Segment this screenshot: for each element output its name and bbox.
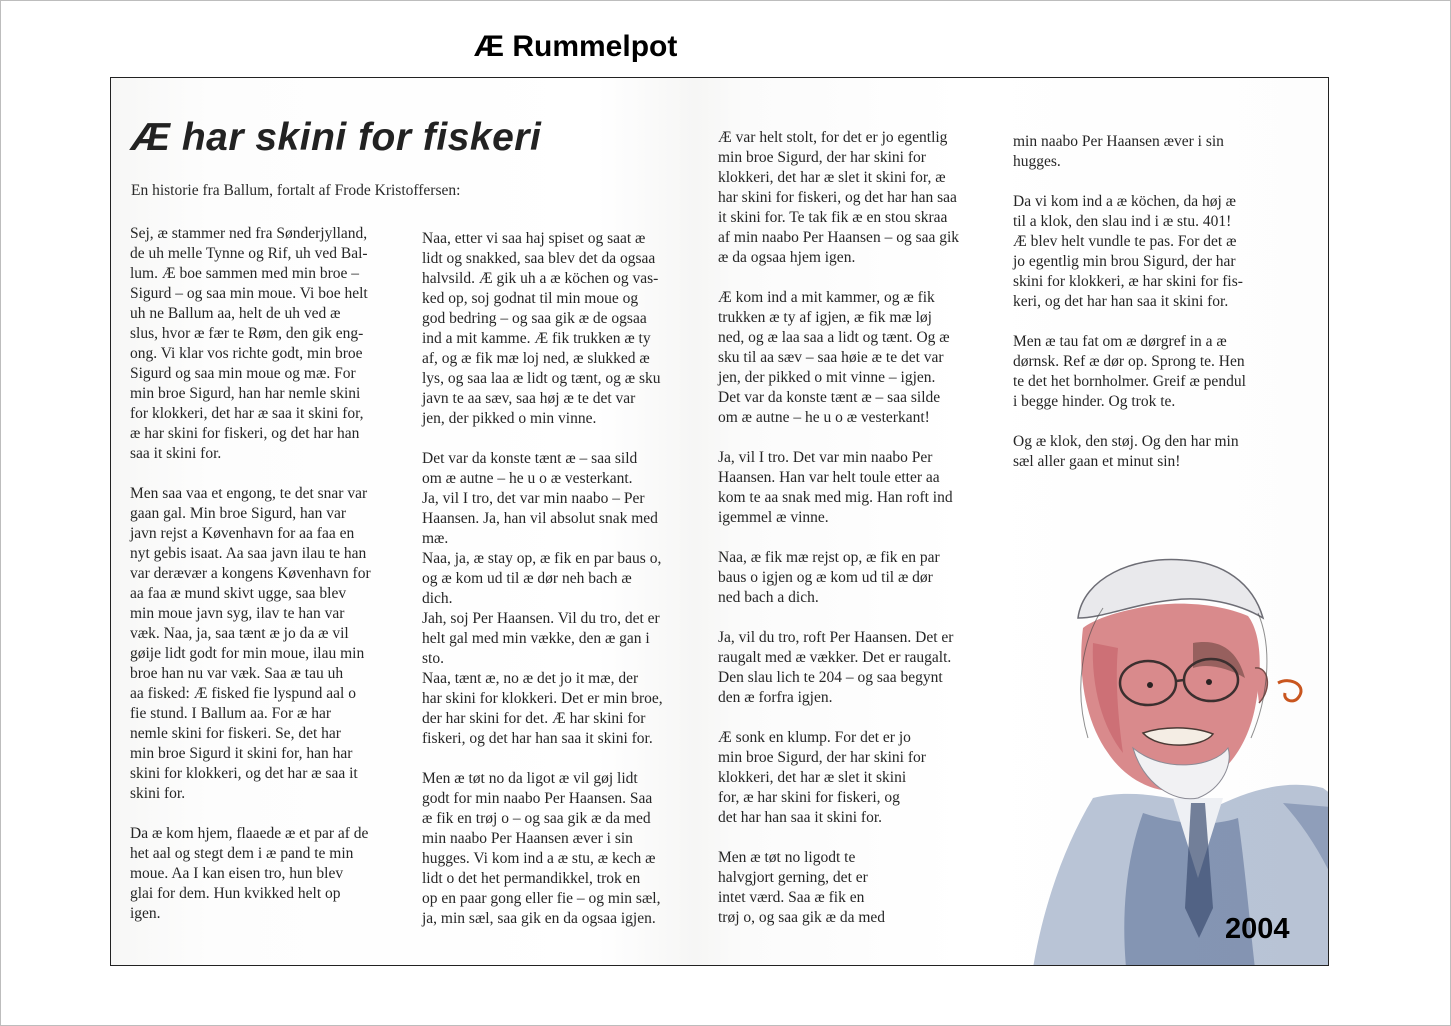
- text-line: æ da ogsaa hjem igen.: [718, 249, 856, 266]
- text-line: Æ var helt stolt, for det er jo egentlig: [718, 129, 948, 146]
- text-line: intet værd. Saa æ fik en: [718, 889, 865, 906]
- paragraph: [130, 224, 400, 464]
- text-column-1: [130, 224, 400, 944]
- text-column-3: [718, 128, 988, 948]
- text-line: skini for klokkeri, æ har skini for fis-: [1013, 273, 1243, 290]
- article-scan: [110, 77, 1329, 966]
- text-line: Den slau lich te 204 – og saa begynt: [718, 669, 943, 686]
- text-line: om æ autne – he u o æ vesterkant.: [422, 470, 633, 487]
- text-line: Sigurd – og saa min moue. Vi boe helt: [130, 285, 368, 302]
- text-line: it skini for. Te tak fik æ en stou skraa: [718, 209, 948, 226]
- text-line: baus o igjen og æ kom ud til æ dør: [718, 569, 933, 586]
- text-line: igemmel æ vinne.: [718, 509, 829, 526]
- text-line: Æ kom ind a mit kammer, og æ fik: [718, 289, 935, 306]
- paragraph: [718, 288, 988, 428]
- text-line: halvsild. Æ gik uh a æ köchen og vas-: [422, 270, 659, 287]
- text-line: Sej, æ stammer ned fra Sønderjylland,: [130, 225, 368, 242]
- text-line: den æ forfra igjen.: [718, 689, 833, 706]
- text-line: Da æ kom hjem, flaaede æ et par af de: [130, 825, 369, 842]
- text-line: Naa, æ fik mæ rejst op, æ fik en par: [718, 549, 940, 566]
- text-line: var derævær a kongens Køvenhavn for: [130, 565, 371, 582]
- portrait-illustration: [1023, 548, 1329, 966]
- text-column-4: [1013, 132, 1283, 492]
- text-line: jen, der pikked o min vinne.: [422, 410, 597, 427]
- text-line: igen.: [130, 905, 161, 922]
- text-line: aa faa æ mund skivt ugge, saa blev: [130, 585, 347, 602]
- text-line: Det var da konste tænt æ – saa sild: [422, 450, 638, 467]
- text-line: min naabo Per Haansen æver i sin: [422, 830, 633, 847]
- text-line: kom te aa snak med mig. Han roft ind: [718, 489, 953, 506]
- text-line: trøj o, og saa gik æ da med: [718, 909, 886, 926]
- text-line: Men æ tøt no da ligot æ vil gøj lidt: [422, 770, 638, 787]
- text-line: for klokkeri, det har æ saa it skini for,: [130, 405, 364, 422]
- text-line: op en paar gong eller fie – og min sæl,: [422, 890, 661, 907]
- text-line: for, æ har skini for fiskeri, og: [718, 789, 900, 806]
- paragraph: [422, 769, 692, 929]
- text-line: broe han nu var væk. Saa æ tau uh: [130, 665, 344, 682]
- text-line: ked op, soj godnat til min moue og: [422, 290, 639, 307]
- paragraph: [130, 824, 400, 924]
- text-line: af min naabo Per Haansen – og saa gik: [718, 229, 960, 246]
- paragraph: [718, 548, 988, 608]
- text-line: het aal og stegt dem i æ pand te min: [130, 845, 354, 862]
- article-title: Æ har skini for fiskeri: [131, 116, 542, 159]
- text-line: ned bach a dich.: [718, 589, 819, 606]
- text-line: moue. Aa I kan eisen tro, hun blev: [130, 865, 344, 882]
- text-line: skini for.: [130, 785, 186, 802]
- text-line: ja, min sæl, saa gik en da ogsaa igjen.: [422, 910, 656, 927]
- text-line: Haansen. Ja, han vil absolut snak med: [422, 510, 658, 527]
- text-line: der har skini for det. Æ har skini for: [422, 710, 646, 727]
- paragraph: [718, 628, 988, 708]
- text-line: ong. Vi klar vos richte godt, min broe: [130, 345, 363, 362]
- text-line: Men æ tau fat om æ dørgref in a æ: [1013, 333, 1227, 350]
- text-line: uh ne Ballum aa, helt de uh ved æ: [130, 305, 341, 322]
- text-line: af, og æ fik mæ loj ned, æ slukked æ: [422, 350, 650, 367]
- text-line: Da vi kom ind a æ köchen, da høj æ: [1013, 193, 1236, 210]
- text-line: mæ.: [422, 530, 449, 547]
- text-line: Æ sonk en klump. For det er jo: [718, 729, 911, 746]
- text-line: Ja, vil I tro, det var min naabo – Per: [422, 490, 645, 507]
- text-line: Ja, vil du tro, roft Per Haansen. Det er: [718, 629, 954, 646]
- text-line: lidt og snakked, saa blev det da ogsaa: [422, 250, 656, 267]
- text-line: trukken æ ty af igjen, æ fik mæ løj: [718, 309, 932, 326]
- text-line: saa it skini for.: [130, 445, 222, 462]
- text-line: har skini for klokkeri. Det er min broe,: [422, 690, 663, 707]
- text-line: glai for dem. Hun kvikked helt op: [130, 885, 341, 902]
- text-line: Det var da konste tænt æ – saa silde: [718, 389, 941, 406]
- text-line: sto.: [422, 650, 444, 667]
- paragraph: [718, 128, 988, 268]
- text-column-2: [422, 229, 692, 949]
- text-line: Æ blev helt vundle te pas. For det æ: [1013, 233, 1237, 250]
- paragraph: [422, 229, 692, 429]
- text-line: det har han saa it skini for.: [718, 809, 882, 826]
- text-line: til a klok, den slau ind i æ stu. 401!: [1013, 213, 1232, 230]
- text-line: Haansen. Han var helt toule etter aa: [718, 469, 940, 486]
- text-line: i begge hinder. Og trok te.: [1013, 393, 1176, 410]
- text-line: sæl aller gaan et minut sin!: [1013, 453, 1181, 470]
- text-line: javn rejst a Køvenhavn for aa faa en: [130, 525, 355, 542]
- text-line: min broe Sigurd it skini for, han har: [130, 745, 353, 762]
- text-line: javn te aa sæv, saa høj æ te det var: [422, 390, 636, 407]
- text-line: Naa, etter vi saa haj spiset og saat æ: [422, 230, 646, 247]
- text-line: væk. Naa, ja, saa tænt æ jo da æ vil: [130, 625, 349, 642]
- text-line: god bedring – og saa gik æ de ogsaa: [422, 310, 647, 327]
- text-line: sku til aa sæv – saa høie æ te det var: [718, 349, 944, 366]
- text-line: fie stund. I Ballum aa. For æ har: [130, 705, 332, 722]
- text-line: lidt o det het permandikkel, trok en: [422, 870, 641, 887]
- text-line: og æ kom ud til æ dør neh bach æ: [422, 570, 632, 587]
- text-line: æ fik en trøj o – og saa gik æ da med: [422, 810, 651, 827]
- text-line: skini for klokkeri, og det har æ saa it: [130, 765, 358, 782]
- text-line: hugges. Vi kom ind a æ stu, æ kech æ: [422, 850, 656, 867]
- paragraph: [1013, 432, 1283, 472]
- text-line: gaan gal. Min broe Sigurd, han var: [130, 505, 347, 522]
- paragraph: [422, 449, 692, 749]
- text-line: jen, der pikked o mit vinne – igjen.: [718, 369, 936, 386]
- article-subtitle: En historie fra Ballum, fortalt af Frode Kristoffersen:: [131, 182, 461, 199]
- text-line: Ja, vil I tro. Det var min naabo Per: [718, 449, 933, 466]
- paragraph: [1013, 332, 1283, 412]
- text-line: aa fisked: Æ fisked fie lyspund aal o: [130, 685, 356, 702]
- text-line: Men æ tøt no ligodt te: [718, 849, 856, 866]
- text-line: lum. Æ boe sammen med min broe –: [130, 265, 360, 282]
- text-line: nemle skini for fiskeri. Se, det har: [130, 725, 341, 742]
- text-line: helt gal med min vække, den æ gan i: [422, 630, 650, 647]
- text-line: dørnsk. Ref æ dør op. Sprong te. Hen: [1013, 353, 1245, 370]
- text-line: Naa, tænt æ, no æ det jo it mæ, der: [422, 670, 639, 687]
- paragraph: [718, 848, 988, 928]
- paragraph: [718, 728, 988, 828]
- text-line: min moue javn syg, ilav te han var: [130, 605, 345, 622]
- text-line: jo egentlig min brou Sigurd, der har: [1013, 253, 1236, 270]
- text-line: slus, hvor æ fær te Røm, den gik eng-: [130, 325, 364, 342]
- text-line: lys, og saa laa æ lidt og tænt, og æ sku: [422, 370, 661, 387]
- paragraph: [1013, 132, 1283, 172]
- text-line: dich.: [422, 590, 453, 607]
- text-line: gøije lidt godt for min moue, ilau min: [130, 645, 365, 662]
- year-label: 2004: [1225, 913, 1290, 945]
- text-line: halvgjort gerning, det er: [718, 869, 868, 886]
- text-line: klokkeri, det har æ slet it skini: [718, 769, 907, 786]
- text-line: godt for min naabo Per Haansen. Saa: [422, 790, 653, 807]
- text-line: Jah, soj Per Haansen. Vil du tro, det er: [422, 610, 660, 627]
- text-line: te det het bornholmer. Greif æ pendul: [1013, 373, 1246, 390]
- text-line: raugalt med æ vækker. Det er raugalt.: [718, 649, 952, 666]
- text-line: har skini for fiskeri, og det har han saa: [718, 189, 957, 206]
- text-line: ned, og æ laa saa a lidt og tænt. Og æ: [718, 329, 950, 346]
- text-line: Og æ klok, den støj. Og den har min: [1013, 433, 1239, 450]
- paragraph: [130, 484, 400, 804]
- text-line: nyt gebis isaat. Aa saa javn ilau te han: [130, 545, 367, 562]
- text-line: fiskeri, og det har han saa it skini for.: [422, 730, 653, 747]
- text-line: min broe Sigurd, der har skini for: [718, 749, 926, 766]
- page-title: Æ Rummelpot: [474, 30, 678, 63]
- text-line: om æ autne – he u o æ vesterkant!: [718, 409, 930, 426]
- text-line: keri, og det har han saa it skini for.: [1013, 293, 1229, 310]
- text-line: min broe Sigurd, han har nemle skini: [130, 385, 361, 402]
- paragraph: [718, 448, 988, 528]
- text-line: Naa, ja, æ stay op, æ fik en par baus o,: [422, 550, 662, 567]
- text-line: Men saa vaa et engong, te det snar var: [130, 485, 368, 502]
- text-line: de uh melle Tynne og Rif, uh ved Bal-: [130, 245, 368, 262]
- text-line: Sigurd og saa min moue og mæ. For: [130, 365, 356, 382]
- text-line: ind a mit kamme. Æ fik trukken æ ty: [422, 330, 651, 347]
- text-line: klokkeri, det har æ slet it skini for, æ: [718, 169, 946, 186]
- text-line: hugges.: [1013, 153, 1061, 170]
- text-line: min naabo Per Haansen æver i sin: [1013, 133, 1224, 150]
- text-line: æ har skini for fiskeri, og det har han: [130, 425, 360, 442]
- paragraph: [1013, 192, 1283, 312]
- text-line: min broe Sigurd, der har skini for: [718, 149, 926, 166]
